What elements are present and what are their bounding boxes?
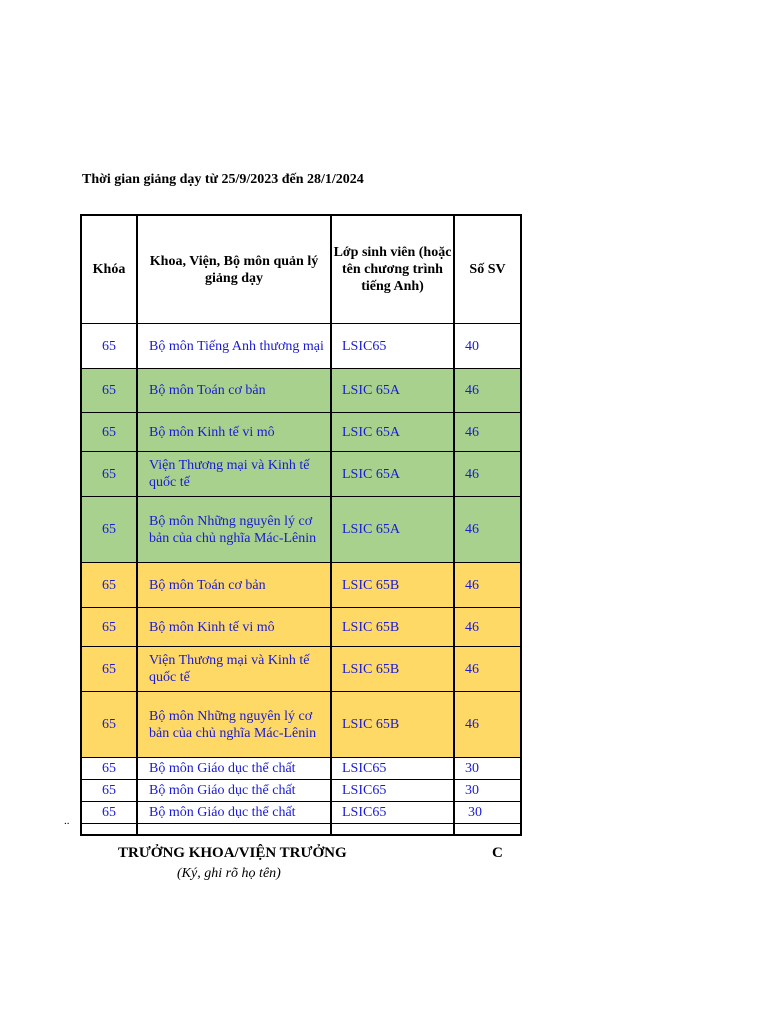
cell-unit: Bộ môn Giáo dục thể chất [137, 780, 331, 802]
table-row [81, 369, 521, 413]
blank-cell [81, 824, 137, 836]
cell-so-sv: 46 [454, 647, 521, 692]
cell-khoa: 65 [81, 758, 137, 780]
header-khoa: Khóa [81, 215, 137, 324]
cell-lop: LSIC 65A [331, 452, 454, 497]
cell-unit: Bộ môn Toán cơ bản [137, 563, 331, 608]
signature-cut-text: C [492, 845, 503, 861]
table-row [81, 780, 521, 802]
cell-unit: Bộ môn Tiếng Anh thương mại [137, 324, 331, 369]
header-khoa-vien: Khoa, Viện, Bộ môn quản lý giảng dạy [137, 215, 331, 324]
table-row [81, 802, 521, 824]
cell-lop: LSIC65 [331, 758, 454, 780]
cell-so-sv: 30 [454, 780, 521, 802]
table-row [81, 647, 521, 692]
cell-unit: Viện Thương mại và Kinh tế quốc tế [137, 647, 331, 692]
table-row [81, 497, 521, 563]
cell-khoa: 65 [81, 802, 137, 824]
cell-so-sv: 46 [454, 369, 521, 413]
teaching-period: Thời gian giảng dạy từ 25/9/2023 đến 28/1/2024 [82, 172, 364, 187]
cell-lop: LSIC 65A [331, 369, 454, 413]
cell-unit: Bộ môn Kinh tế vi mô [137, 608, 331, 647]
schedule-table-wrapper [80, 214, 506, 828]
cell-unit: Bộ môn Những nguyên lý cơ bản của chủ nghĩa Mác-Lênin [137, 497, 331, 563]
cell-so-sv: 46 [454, 413, 521, 452]
cell-khoa: 65 [81, 452, 137, 497]
cell-khoa: 65 [81, 647, 137, 692]
table-row [81, 452, 521, 497]
signature-note: (Ký, ghi rõ họ tên) [177, 866, 281, 881]
header-so-sv: Số SV [454, 215, 521, 324]
schedule-table [80, 214, 522, 836]
cell-so-sv: 46 [454, 692, 521, 758]
cell-so-sv: 30 [454, 758, 521, 780]
cell-lop: LSIC 65B [331, 608, 454, 647]
cell-lop: LSIC65 [331, 324, 454, 369]
cell-unit: Bộ môn Những nguyên lý cơ bản của chủ nghĩa Mác-Lênin [137, 692, 331, 758]
cell-lop: LSIC 65A [331, 497, 454, 563]
cell-lop: LSIC 65A [331, 413, 454, 452]
cell-unit: Bộ môn Giáo dục thể chất [137, 802, 331, 824]
cell-lop: LSIC 65B [331, 563, 454, 608]
cell-khoa: 65 [81, 324, 137, 369]
cell-khoa: 65 [81, 692, 137, 758]
cell-unit: Bộ môn Toán cơ bản [137, 369, 331, 413]
cell-khoa: 65 [81, 413, 137, 452]
cell-lop: LSIC65 [331, 802, 454, 824]
cell-so-sv: 46 [454, 497, 521, 563]
cell-khoa: 65 [81, 369, 137, 413]
cell-lop: LSIC 65B [331, 647, 454, 692]
cell-unit: Bộ môn Giáo dục thể chất [137, 758, 331, 780]
cell-so-sv: 46 [454, 563, 521, 608]
cell-unit: Bộ môn Kinh tế vi mô [137, 413, 331, 452]
cell-lop: LSIC 65B [331, 692, 454, 758]
cell-khoa: 65 [81, 780, 137, 802]
cell-so-sv: 40 [454, 324, 521, 369]
blank-cell [137, 824, 331, 836]
table-blank-row [81, 824, 521, 836]
table-header-row [81, 215, 521, 324]
cell-khoa: 65 [81, 497, 137, 563]
cell-so-sv: 46 [454, 608, 521, 647]
blank-cell [331, 824, 454, 836]
table-row [81, 324, 521, 369]
blank-cell [454, 824, 521, 836]
header-lop: Lớp sinh viên (hoặc tên chương trình tiếng Anh) [331, 215, 454, 324]
cell-unit: Viện Thương mại và Kinh tế quốc tế [137, 452, 331, 497]
signature-title: TRƯỞNG KHOA/VIỆN TRƯỞNG [118, 845, 347, 861]
table-row [81, 413, 521, 452]
cell-so-sv: 30 [454, 802, 521, 824]
table-row [81, 608, 521, 647]
cell-lop: LSIC65 [331, 780, 454, 802]
cell-khoa: 65 [81, 563, 137, 608]
cell-khoa: 65 [81, 608, 137, 647]
table-row [81, 692, 521, 758]
table-row [81, 563, 521, 608]
table-row [81, 758, 521, 780]
dots-mark: .. [64, 815, 70, 827]
cell-so-sv: 46 [454, 452, 521, 497]
